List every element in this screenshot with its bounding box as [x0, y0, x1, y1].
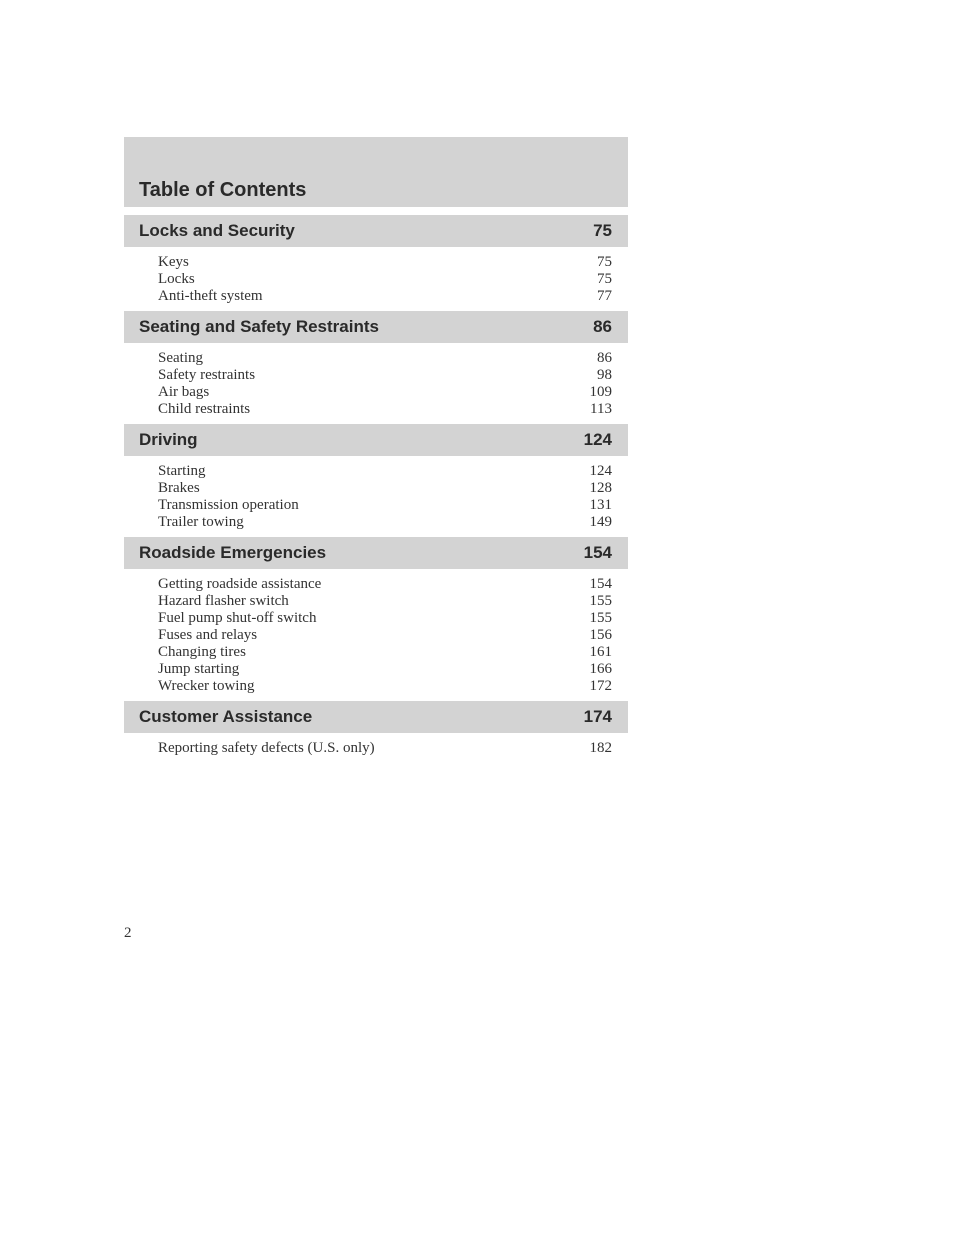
entry-page: 182 — [589, 740, 612, 756]
entry-label: Child restraints — [158, 401, 251, 417]
toc-entry[interactable] — [158, 350, 612, 367]
entry-label: Keys — [158, 254, 189, 270]
section-header[interactable] — [124, 424, 628, 456]
section-page: 174 — [583, 707, 612, 726]
toc-entry[interactable] — [158, 627, 612, 644]
toc-entry[interactable] — [158, 644, 612, 661]
section-items — [124, 733, 628, 763]
section-page: 154 — [583, 543, 612, 562]
section-items — [124, 247, 628, 311]
toc-entry[interactable] — [158, 401, 612, 418]
entry-label: Safety restraints — [158, 367, 256, 383]
toc-header — [124, 137, 628, 207]
section-page: 86 — [593, 317, 612, 336]
toc-entry[interactable] — [158, 288, 612, 305]
entry-label: Jump starting — [158, 661, 240, 677]
page-title: Table of Contents — [139, 179, 307, 201]
page-number: 2 — [124, 925, 132, 941]
toc-entry[interactable] — [158, 463, 612, 480]
entry-page: 172 — [589, 678, 612, 694]
entry-page: 166 — [589, 661, 612, 677]
entry-page: 156 — [589, 627, 612, 643]
entry-label: Hazard flasher switch — [158, 593, 289, 609]
entry-page: 124 — [589, 463, 612, 479]
entry-page: 131 — [589, 497, 612, 513]
entry-label: Locks — [158, 271, 195, 287]
toc-entry[interactable] — [158, 480, 612, 497]
entry-label: Wrecker towing — [158, 678, 255, 694]
toc-entry[interactable] — [158, 610, 612, 627]
section-header[interactable] — [124, 701, 628, 733]
entry-page: 75 — [597, 271, 612, 287]
entry-label: Getting roadside assistance — [158, 576, 322, 592]
section-items — [124, 569, 628, 701]
entry-label: Changing tires — [158, 644, 246, 660]
table-of-contents — [124, 137, 628, 763]
toc-entry[interactable] — [158, 678, 612, 695]
section-title: Seating and Safety Restraints — [139, 317, 379, 336]
entry-label: Transmission operation — [158, 497, 299, 513]
toc-entry[interactable] — [158, 384, 612, 401]
entry-label: Fuses and relays — [158, 627, 258, 643]
entry-page: 113 — [590, 401, 612, 417]
entry-label: Anti-theft system — [158, 288, 263, 304]
toc-entry[interactable] — [158, 576, 612, 593]
entry-label: Starting — [158, 463, 206, 479]
section-title: Roadside Emergencies — [139, 543, 327, 562]
entry-label: Air bags — [158, 384, 210, 400]
section-page: 75 — [593, 221, 612, 240]
entry-page: 109 — [589, 384, 612, 400]
entry-page: 161 — [589, 644, 612, 660]
toc-entry[interactable] — [158, 661, 612, 678]
toc-entry[interactable] — [158, 271, 612, 288]
entry-page: 155 — [589, 610, 612, 626]
entry-label: Fuel pump shut-off switch — [158, 610, 317, 626]
section-items — [124, 456, 628, 537]
entry-page: 75 — [597, 254, 612, 270]
section-title: Locks and Security — [139, 221, 295, 240]
entry-label: Brakes — [158, 480, 200, 496]
toc-entry[interactable] — [158, 514, 612, 531]
toc-entry[interactable] — [158, 497, 612, 514]
entry-label: Trailer towing — [158, 514, 244, 530]
entry-page: 86 — [597, 350, 612, 366]
section-header[interactable] — [124, 537, 628, 569]
entry-label: Reporting safety defects (U.S. only) — [158, 740, 375, 756]
section-page: 124 — [583, 430, 612, 449]
header-gap — [124, 207, 628, 215]
entry-page: 149 — [589, 514, 612, 530]
section-title: Driving — [139, 430, 198, 449]
section-items — [124, 343, 628, 424]
entry-page: 98 — [597, 367, 612, 383]
section-header[interactable] — [124, 215, 628, 247]
entry-page: 77 — [597, 288, 612, 304]
toc-entry[interactable] — [158, 740, 612, 757]
entry-page: 128 — [589, 480, 612, 496]
entry-page: 154 — [589, 576, 612, 592]
entry-label: Seating — [158, 350, 203, 366]
section-title: Customer Assistance — [139, 707, 313, 726]
section-header[interactable] — [124, 311, 628, 343]
toc-entry[interactable] — [158, 593, 612, 610]
entry-page: 155 — [589, 593, 612, 609]
toc-sections — [124, 215, 628, 763]
toc-entry[interactable] — [158, 254, 612, 271]
toc-entry[interactable] — [158, 367, 612, 384]
